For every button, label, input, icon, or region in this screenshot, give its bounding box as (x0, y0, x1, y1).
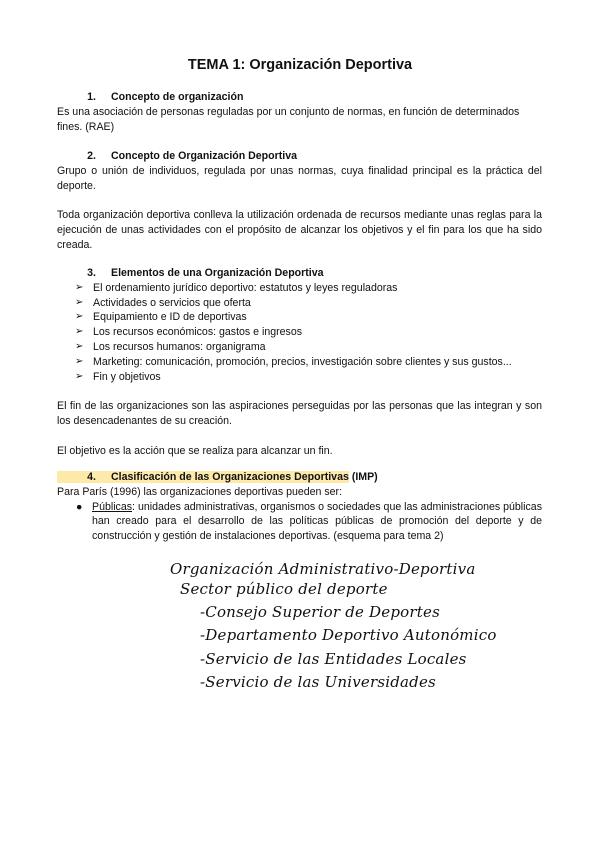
section-3-number: 3. (87, 267, 96, 279)
section-4-intro: Para París (1996) las organizaciones deportivas pueden ser: (57, 485, 343, 498)
bullet-term: Públicas (92, 500, 133, 513)
arrow-bullet-icon: ➢ (75, 281, 84, 293)
arrow-bullet-icon: ➢ (75, 311, 84, 323)
list-item: ➢ Actividades o servicios que oferta (75, 296, 251, 309)
handwritten-title: Organización Administrativo-Deportiva (170, 560, 476, 578)
list-item: ➢ Los recursos económicos: gastos e ingresos (75, 326, 303, 339)
section-4-title: Clasificación de las Organizaciones Deportivas (111, 471, 349, 483)
section-3 (57, 266, 542, 458)
list-item: ➢ Los recursos humanos: organigrama (75, 340, 266, 353)
arrow-bullet-icon: ➢ (75, 296, 84, 308)
page-title: TEMA 1: Organización Deportiva (187, 57, 413, 73)
section-3-paragraph-2: El objetivo es la acción que se realiza para alcanzar un fin. (57, 444, 333, 457)
section-3-paragraph-1: El fin de las organizaciones son las aspiraciones perseguidas por las personas que las integran y son los desencadenantes de su creación. (57, 400, 542, 427)
section-4-heading (57, 470, 542, 485)
handwritten-subtitle: Sector público del deporte (180, 580, 388, 598)
arrow-bullet-icon: ➢ (75, 370, 84, 382)
section-3-heading (57, 266, 542, 281)
section-2-number: 2. (87, 150, 96, 162)
arrow-bullet-icon: ➢ (75, 340, 84, 352)
arrow-bullet-icon: ➢ (75, 326, 84, 338)
handwritten-item: -Servicio de las Universidades (200, 673, 436, 691)
section-4-number: 4. (87, 471, 96, 483)
section-3-title: Elementos de una Organización Deportiva (111, 267, 324, 279)
section-4-highlight (57, 471, 349, 483)
handwritten-item: -Consejo Superior de Deportes (200, 603, 440, 621)
section-2-text-2: Toda organización deportiva conlleva la utilización ordenada de recursos mediante unas reglas para la ejecución de unas actividades con el propósito de alcanzar los objetivos y el fin para los que ha sido creada. (57, 209, 542, 251)
handwritten-item: -Servicio de las Entidades Locales (200, 650, 467, 668)
section-1-title: Concepto de organización (111, 91, 244, 103)
section-2-heading (57, 149, 542, 164)
section-2-text: Grupo o unión de individuos, regulada por unas normas, cuya finalidad principal es la práctica del deporte. (57, 164, 542, 192)
handwritten-item: -Departamento Deportivo Autonómico (200, 626, 497, 644)
section-2 (57, 149, 542, 253)
bullet-dot-icon: ● (76, 500, 83, 513)
elements-list (57, 281, 542, 385)
section-1-heading (57, 90, 542, 105)
section-4 (57, 470, 542, 544)
section-1-text: Es una asociación de personas reguladas por un conjunto de normas, en función de determinados fines. (RAE) (57, 105, 520, 133)
section-1 (57, 90, 542, 134)
section-4-tag: (IMP) (351, 471, 378, 483)
arrow-bullet-icon: ➢ (75, 355, 84, 367)
list-item: ➢ Fin y objetivos (75, 370, 161, 383)
section-2-title: Concepto de Organización Deportiva (111, 150, 298, 162)
bullet-text: : unidades administrativas, organismos o sociedades que las administraciones públicas han creado para el desarrollo de las políticas públicas de promoción del deporte y de construcción y gestión de instalaciones deportivas. (esquema para tema 2) (92, 500, 542, 543)
list-item: ➢ Equipamiento e ID de deportivas (75, 311, 247, 324)
list-item: ➢ El ordenamiento jurídico deportivo: estatutos y leyes reguladoras (75, 281, 398, 294)
section-1-number: 1. (87, 91, 96, 103)
list-item (57, 500, 542, 544)
list-item: ➢ Marketing: comunicación, promoción, precios, investigación sobre clientes y sus gustos... (75, 355, 512, 368)
